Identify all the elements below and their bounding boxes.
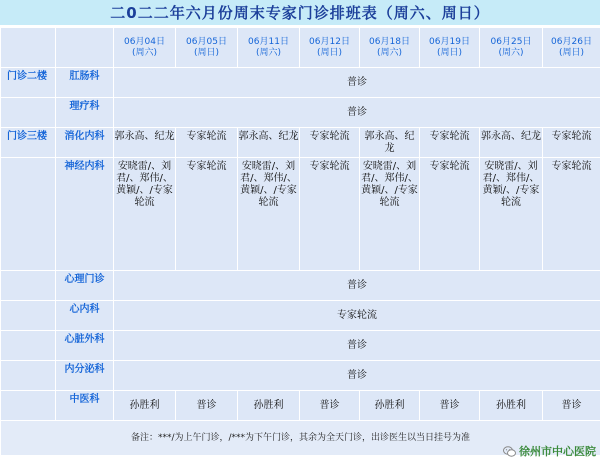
schedule-cell: 专家轮流 — [300, 158, 360, 271]
schedule-cell: 专家轮流 — [420, 128, 480, 158]
schedule-cell: 专家轮流 — [114, 301, 600, 331]
date-header: 06月05日 (周日) — [176, 28, 238, 68]
table-row — [1, 391, 600, 421]
empty-header-cell — [1, 28, 56, 68]
floor-cell — [1, 301, 56, 331]
empty-header-cell — [56, 28, 114, 68]
table-row — [1, 98, 600, 128]
schedule-cell: 普诊 — [114, 271, 600, 301]
floor-label-2: 门诊二楼 — [1, 68, 56, 98]
schedule-cell: 郭永高、纪龙 — [238, 128, 300, 158]
schedule-cell: 安晓雷/、刘君/、郑伟/、黄颖/、/专家轮流 — [114, 158, 176, 271]
schedule-cell: 专家轮流 — [543, 158, 600, 271]
floor-cell — [1, 271, 56, 301]
dept-cardiac-surgery: 心脏外科 — [56, 331, 114, 361]
schedule-cell: 孙胜利 — [238, 391, 300, 421]
date-header: 06月25日 (周六) — [480, 28, 543, 68]
schedule-cell: 安晓雷/、刘君/、郑伟/、黄颖/、/专家轮流 — [238, 158, 300, 271]
dept-psychology: 心理门诊 — [56, 271, 114, 301]
schedule-cell: 郭永高、纪龙 — [360, 128, 420, 158]
dept-endocrinology: 内分泌科 — [56, 361, 114, 391]
floor-cell — [1, 391, 56, 421]
date-header: 06月12日 (周日) — [300, 28, 360, 68]
schedule-cell: 孙胜利 — [360, 391, 420, 421]
schedule-cell: 孙胜利 — [480, 391, 543, 421]
dept-cardiology: 心内科 — [56, 301, 114, 331]
dept-gastroenterology: 消化内科 — [56, 128, 114, 158]
date-header: 06月26日 (周日) — [543, 28, 600, 68]
table-row — [1, 271, 600, 301]
date-header: 06月19日 (周日) — [420, 28, 480, 68]
schedule-cell: 普诊 — [420, 391, 480, 421]
watermark — [503, 443, 596, 459]
schedule-cell: 郭永高、纪龙 — [480, 128, 543, 158]
schedule-cell: 专家轮流 — [176, 158, 238, 271]
floor-cell — [1, 158, 56, 271]
schedule-cell: 普诊 — [543, 391, 600, 421]
schedule-cell: 专家轮流 — [176, 128, 238, 158]
table-row — [1, 158, 600, 271]
floor-label-3: 门诊三楼 — [1, 128, 56, 158]
table-row — [1, 68, 600, 98]
table-row — [1, 361, 600, 391]
date-header-row — [1, 28, 600, 68]
date-header: 06月18日 (周六) — [360, 28, 420, 68]
dept-physiotherapy: 理疗科 — [56, 98, 114, 128]
schedule-cell: 普诊 — [300, 391, 360, 421]
floor-cell — [1, 361, 56, 391]
floor-cell — [1, 98, 56, 128]
schedule-cell: 普诊 — [114, 98, 600, 128]
watermark-text: 徐州市中心医院 — [519, 445, 596, 458]
footer-note: 备注：***/为上午门诊，/***为下午门诊，其余为全天门诊，出诊医生以当日挂号为准 — [130, 433, 471, 443]
schedule-cell: 普诊 — [176, 391, 238, 421]
table-row — [1, 331, 600, 361]
schedule-cell: 安晓雷/、刘君/、郑伟/、黄颖/、/专家轮流 — [360, 158, 420, 271]
dept-anorectal: 肛肠科 — [56, 68, 114, 98]
schedule-cell: 孙胜利 — [114, 391, 176, 421]
page-title: 二0二二年六月份周末专家门诊排班表（周六、周日） — [0, 0, 600, 26]
schedule-cell: 安晓雷/、刘君/、郑伟/、黄颖/、/专家轮流 — [480, 158, 543, 271]
wechat-icon — [503, 446, 516, 457]
dept-neurology: 神经内科 — [56, 158, 114, 271]
table-row — [1, 301, 600, 331]
schedule-cell: 普诊 — [114, 361, 600, 391]
dept-tcm: 中医科 — [56, 391, 114, 421]
schedule-cell: 专家轮流 — [543, 128, 600, 158]
schedule-cell: 普诊 — [114, 68, 600, 98]
schedule-cell: 普诊 — [114, 331, 600, 361]
date-header: 06月11日 (周六) — [238, 28, 300, 68]
table-row — [1, 128, 600, 158]
floor-cell — [1, 331, 56, 361]
schedule-table — [0, 27, 600, 456]
date-header: 06月04日 (周六) — [114, 28, 176, 68]
schedule-cell: 专家轮流 — [420, 158, 480, 271]
schedule-cell: 专家轮流 — [300, 128, 360, 158]
schedule-cell: 郭永高、纪龙 — [114, 128, 176, 158]
